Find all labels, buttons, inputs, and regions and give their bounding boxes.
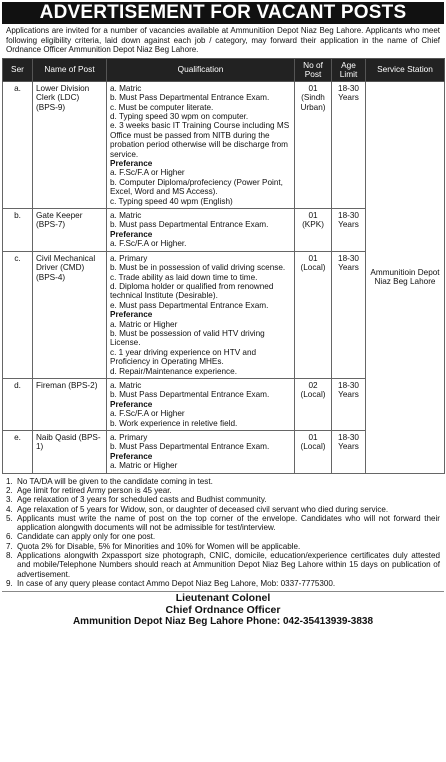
preference-item: a. F.Sc/F.A or Higher: [110, 409, 185, 419]
col-header-service-station: Service Station: [366, 58, 445, 81]
row-serial: a.: [3, 81, 33, 208]
preference-label: Preferance: [110, 399, 153, 409]
note-item: [6, 551, 440, 579]
preference-label: Preferance: [110, 451, 153, 461]
col-header-qualification: Qualification: [107, 58, 295, 81]
note-text: Age relaxation of 3 years for scheduled casts and Budhist community.: [17, 495, 267, 505]
col-header-post: Name of Post: [33, 58, 107, 81]
row-serial: c.: [3, 251, 33, 378]
service-station-cell: Ammunitioin Depot Niaz Beg Lahore: [366, 81, 445, 473]
page-title: ADVERTISEMENT FOR VACANT POSTS: [2, 2, 444, 24]
table-row: [3, 81, 445, 208]
preference-item: a. F.Sc/F.A or Higher.: [110, 239, 187, 249]
table-header-row: [3, 58, 445, 81]
vacancy-table: [2, 58, 445, 474]
contact-line: Ammunition Depot Niaz Beg Lahore Phone: 042-35413939-3838: [72, 616, 374, 628]
note-number: 3.: [6, 495, 13, 505]
qualification-item: b. Must Pass Departmental Entrance Exam.: [110, 93, 270, 103]
row-serial: b.: [3, 209, 33, 252]
notes-list: [2, 474, 444, 589]
row-post-name: Civil Mechanical Driver (CMD) (BPS-4): [33, 251, 107, 378]
qualification-item: b. Must Pass Departmental Entrance Exam.: [110, 442, 270, 452]
note-text: Applications alongwith 2xpassport size photograph, CNIC, domicile, education/experience certificates duly attested and mobile/Telephone Numbers should reach at Ammunition Depot Niaz Beg Lahore within 15 days on publication of advertisement.: [17, 551, 440, 579]
preference-item: d. Repair/Maintenance experience.: [110, 366, 237, 376]
qualification-item: a. Primary: [110, 253, 148, 263]
intro-paragraph: Applications are invited for a number of vacancies available at Ammunitiion Depot Niaz Beg Lahore. Applicants who meet following eligibility criteria, laid down against each job / category, may forward their application in the name of Chief Ordnance Officer Ammunition Depot Niaz Beg Lahore.: [6, 26, 440, 55]
qualification-item: a. Matric: [110, 380, 142, 390]
row-post-name: Gate Keeper (BPS-7): [33, 209, 107, 252]
qualification-item: d. Diploma holder or qualified from renowned technical Institute (Desirable).: [110, 281, 274, 301]
row-qualification: [107, 378, 295, 430]
note-text: In case of any query please contact Ammo Depot Niaz Beg Lahore, Mob: 0337-7775300.: [17, 578, 336, 588]
row-post-name: Fireman (BPS-2): [33, 378, 107, 430]
note-text: Age limit for retired Army person is 45 year.: [17, 485, 172, 495]
note-item: [6, 514, 440, 533]
row-age-limit: 18-30 Years: [332, 378, 366, 430]
note-text: Age relaxation of 5 years for Widow, son, or daughter of deceased civil servant who died during service.: [17, 504, 389, 514]
preference-label: Preferance: [110, 310, 153, 320]
row-qualification: [107, 209, 295, 252]
qualification-item: e. Must pass Departmental Entrance Exam.: [110, 300, 269, 310]
row-age-limit: 18-30 Years: [332, 81, 366, 208]
qualification-item: c. Must be computer literate.: [110, 102, 214, 112]
qualification-item: e. 3 weeks basic IT Training Course including MS Office must be passed from NITB during the probation period otherwise will be discharge from service.: [110, 121, 290, 159]
note-item: [6, 579, 440, 588]
note-item: [6, 532, 440, 541]
note-number: 8.: [6, 551, 13, 560]
qualification-item: d. Typing speed 30 wpm on computer.: [110, 112, 249, 121]
preference-item: b. Work experience in reletive field.: [110, 418, 238, 428]
qualification-item: b. Must Pass Departmental Entrance Exam.: [110, 390, 270, 400]
preference-item: b. Computer Diploma/profeciency (Power Point, Excel, Word and MS Access).: [110, 177, 283, 197]
row-age-limit: 18-30 Years: [332, 251, 366, 378]
row-qualification: [107, 251, 295, 378]
preference-item: a. Matric or Higher: [110, 461, 178, 471]
row-no-of-post: 01 (KPK): [295, 209, 332, 252]
note-number: 1.: [6, 476, 13, 486]
row-serial: e.: [3, 431, 33, 474]
signature-block: [2, 591, 444, 628]
row-post-name: Lower Division Clerk (LDC) (BPS-9): [33, 81, 107, 208]
preference-label: Preferance: [110, 159, 153, 169]
signatory-rank: Lieutenant Colonel: [175, 592, 271, 605]
row-post-name: Naib Qasid (BPS-1): [33, 431, 107, 474]
table-body: [3, 81, 445, 473]
row-no-of-post: 01 (Local): [295, 251, 332, 378]
note-number: 5.: [6, 513, 13, 523]
row-age-limit: 18-30 Years: [332, 209, 366, 252]
preference-label: Preferance: [110, 229, 153, 239]
preference-item: c. Typing speed 40 wpm (English): [110, 196, 233, 206]
qualification-item: c. Trade ability as laid down time to time.: [110, 272, 258, 282]
preference-item: a. F.Sc/F.A or Higher: [110, 168, 185, 178]
note-text: Quota 2% for Disable, 5% for Minorities and 10% for Women will be applicable.: [17, 541, 301, 551]
row-no-of-post: 02 (Local): [295, 378, 332, 430]
qualification-item: a. Primary: [110, 433, 148, 442]
note-text: No TA/DA will be given to the candidate coming in test.: [17, 476, 213, 486]
qualification-item: a. Matric: [110, 83, 142, 93]
note-number: 7.: [6, 541, 13, 551]
row-qualification: [107, 431, 295, 474]
note-item: [6, 505, 440, 514]
note-item: [6, 542, 440, 551]
note-text: Candidate can apply only for one post.: [17, 532, 156, 542]
col-header-no-of-post: No of Post: [295, 58, 332, 81]
qualification-item: b. Must be in possession of valid driving scense.: [110, 263, 286, 273]
signatory-title: Chief Ordnance Officer: [165, 603, 281, 616]
qualification-item: b. Must pass Departmental Entrance Exam.: [110, 220, 269, 230]
row-qualification: [107, 81, 295, 208]
note-number: 2.: [6, 485, 13, 495]
row-no-of-post: 01 (Sindh Urban): [295, 81, 332, 208]
row-no-of-post: 01 (Local): [295, 431, 332, 474]
col-header-age-limit: Age Limit: [332, 58, 366, 81]
preference-item: a. Matric or Higher: [110, 319, 178, 329]
note-text: Applicants must write the name of post on the top corner of the envelope. Candidates who will not forward their application alongwith documents will not be admissible for test/interview.: [17, 513, 440, 533]
note-item: [6, 486, 440, 495]
preference-item: c. 1 year driving experience on HTV and Proficiency in Operating MHEs.: [110, 347, 257, 367]
col-header-ser: Ser: [3, 58, 33, 81]
row-serial: d.: [3, 378, 33, 430]
qualification-item: a. Matric: [110, 211, 142, 221]
note-item: [6, 477, 440, 486]
note-number: 6.: [6, 532, 13, 542]
row-age-limit: 18-30 Years: [332, 431, 366, 474]
note-number: 4.: [6, 504, 13, 514]
preference-item: b. Must be possession of valid HTV driving License.: [110, 328, 265, 348]
note-number: 9.: [6, 578, 13, 588]
note-item: [6, 495, 440, 504]
